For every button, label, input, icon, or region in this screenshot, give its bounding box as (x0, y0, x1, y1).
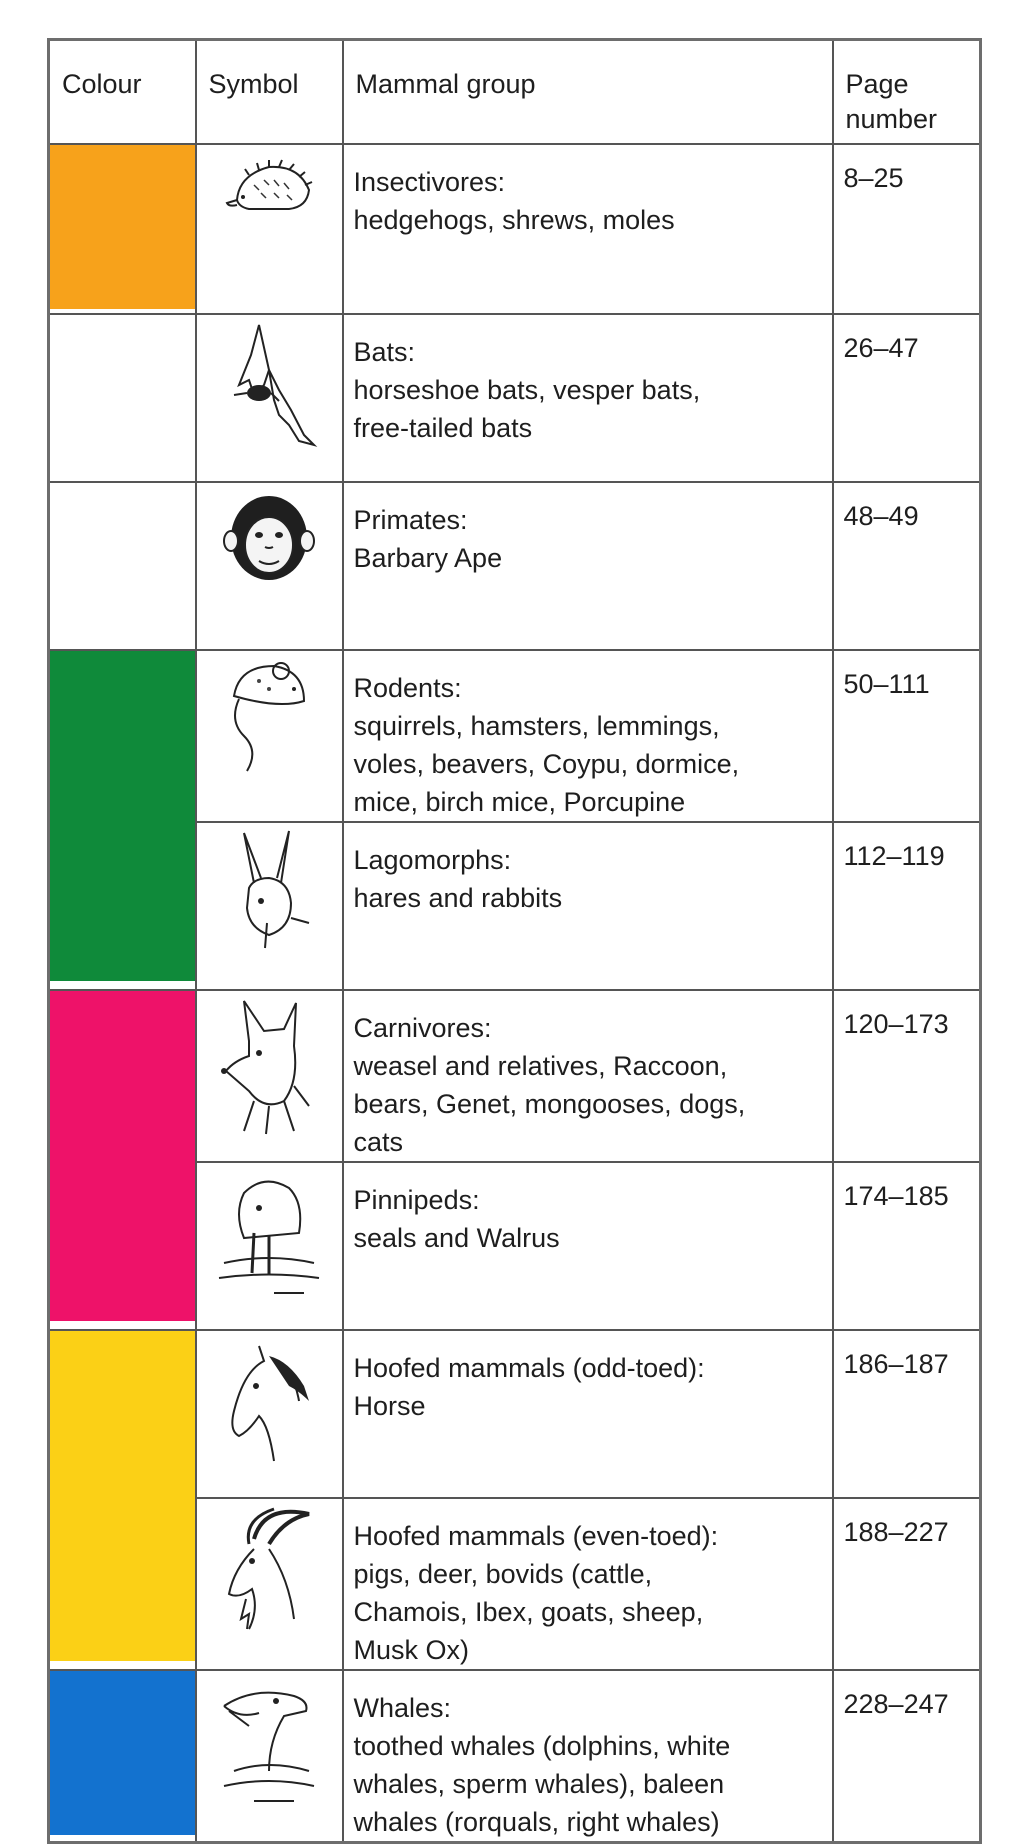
page-range: 228–247 (833, 1670, 981, 1843)
group-members-line: bears, Genet, mongooses, dogs, (353, 1088, 746, 1119)
symbol-cell (196, 1498, 343, 1670)
group-title: Hoofed mammals (odd-toed): (353, 1352, 705, 1383)
group-cell (343, 144, 833, 314)
colour-cell (49, 1330, 196, 1670)
group-members-line: hares and rabbits (353, 882, 563, 913)
group-members-line: pigs, deer, bovids (cattle, (353, 1558, 653, 1589)
symbol-cell (196, 822, 343, 990)
ibex-icon (214, 1499, 324, 1649)
table-row-odd-toed (49, 1330, 981, 1498)
mammal-group-table (47, 38, 982, 1844)
group-members-line: squirrels, hamsters, lemmings, (353, 710, 720, 741)
walrus-icon (214, 1163, 324, 1303)
colour-swatch-orange (50, 145, 195, 309)
colour-swatch-yellow (50, 1331, 195, 1661)
symbol-cell (196, 650, 343, 822)
colour-cell (49, 650, 196, 990)
group-members-line: whales (rorquals, right whales) (353, 1806, 720, 1837)
colour-swatch-none (50, 483, 195, 645)
group-title: Whales: (353, 1692, 452, 1723)
group-title: Hoofed mammals (even-toed): (353, 1520, 719, 1551)
header-row (49, 40, 981, 144)
group-members-line: mice, birch mice, Porcupine (353, 786, 686, 817)
symbol-cell (196, 1162, 343, 1330)
chimpanzee-icon (219, 483, 319, 603)
colour-swatch-green (50, 651, 195, 981)
group-members-line: hedgehogs, shrews, moles (353, 204, 675, 235)
colour-cell (49, 482, 196, 650)
page-range: 8–25 (833, 144, 981, 314)
symbol-cell (196, 990, 343, 1162)
group-members-line: seals and Walrus (353, 1222, 560, 1253)
group-members-line: whales, sperm whales), baleen (353, 1768, 725, 1799)
group-cell (343, 314, 833, 482)
header-page-number (833, 40, 981, 144)
colour-swatch-blue (50, 1671, 195, 1835)
symbol-cell (196, 482, 343, 650)
group-cell (343, 822, 833, 990)
hedgehog-icon (219, 145, 319, 225)
table-row-rodents (49, 650, 981, 822)
group-title: Pinnipeds: (353, 1184, 480, 1215)
fox-icon (214, 991, 324, 1141)
group-title: Rodents: (353, 672, 462, 703)
group-members-line: voles, beavers, Coypu, dormice, (353, 748, 740, 779)
bat-icon (219, 315, 319, 455)
table-row-carnivores (49, 990, 981, 1162)
group-cell (343, 990, 833, 1162)
header-page-line-1: Page (845, 69, 909, 99)
group-cell (343, 482, 833, 650)
group-title: Primates: (353, 504, 468, 535)
header-page-line-2: number (845, 104, 938, 134)
table-row-insectivores (49, 144, 981, 314)
horse-icon (214, 1331, 324, 1471)
colour-swatch-none (50, 315, 195, 477)
group-cell (343, 1670, 833, 1843)
symbol-cell (196, 314, 343, 482)
table-row-primates (49, 482, 981, 650)
page-range: 174–185 (833, 1162, 981, 1330)
colour-cell (49, 990, 196, 1330)
table-row-whales (49, 1670, 981, 1843)
page-range: 188–227 (833, 1498, 981, 1670)
group-members-line: Barbary Ape (353, 542, 503, 573)
header-mammal-group: Mammal group (343, 40, 833, 144)
group-cell (343, 1498, 833, 1670)
group-members-line: free-tailed bats (353, 412, 533, 443)
group-members-line: weasel and relatives, Raccoon, (353, 1050, 728, 1081)
page-range: 48–49 (833, 482, 981, 650)
hare-icon (219, 823, 319, 963)
group-title: Carnivores: (353, 1012, 492, 1043)
page-range: 50–111 (833, 650, 981, 822)
group-members-line: horseshoe bats, vesper bats, (353, 374, 701, 405)
group-cell (343, 650, 833, 822)
header-symbol: Symbol (196, 40, 343, 144)
group-title: Insectivores: (353, 166, 506, 197)
symbol-cell (196, 1670, 343, 1843)
colour-cell (49, 314, 196, 482)
symbol-cell (196, 144, 343, 314)
page-range: 120–173 (833, 990, 981, 1162)
symbol-cell (196, 1330, 343, 1498)
group-members-line: cats (353, 1126, 404, 1157)
group-members-line: Chamois, Ibex, goats, sheep, (353, 1596, 704, 1627)
group-members-line: toothed whales (dolphins, white (353, 1730, 731, 1761)
mouse-icon (219, 651, 319, 781)
colour-cell (49, 144, 196, 314)
page-range: 26–47 (833, 314, 981, 482)
table-row-bats (49, 314, 981, 482)
page-range: 186–187 (833, 1330, 981, 1498)
group-title: Bats: (353, 336, 416, 367)
dolphin-icon (214, 1671, 324, 1811)
page-range: 112–119 (833, 822, 981, 990)
colour-swatch-pink (50, 991, 195, 1321)
header-colour: Colour (49, 40, 196, 144)
group-cell (343, 1162, 833, 1330)
colour-cell (49, 1670, 196, 1843)
group-title: Lagomorphs: (353, 844, 512, 875)
group-cell (343, 1330, 833, 1498)
group-members-line: Horse (353, 1390, 426, 1421)
group-members-line: Musk Ox) (353, 1634, 470, 1665)
